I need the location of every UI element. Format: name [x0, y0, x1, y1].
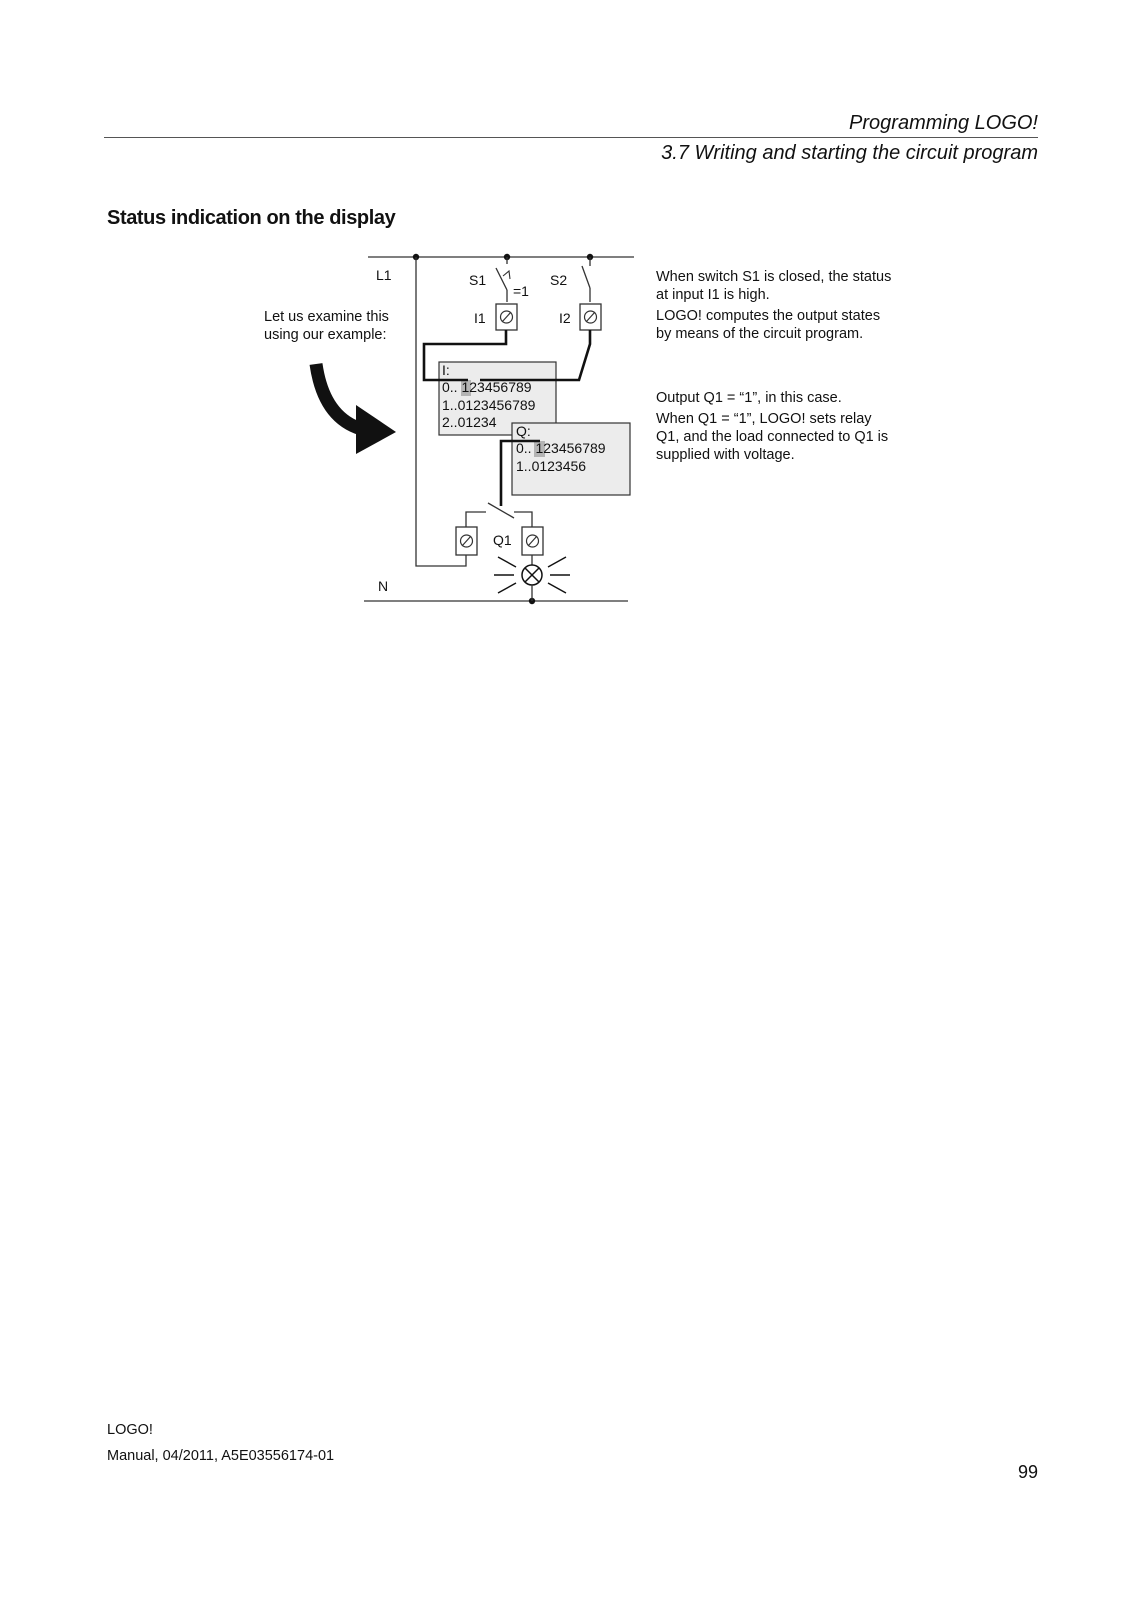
- input-display-row: 1..0123456789: [442, 397, 536, 413]
- input-display-row: 2..01234: [442, 414, 497, 430]
- output-display-title: Q:: [516, 423, 531, 439]
- input-row-prefix: 0..: [442, 379, 462, 395]
- intro-line: using our example:: [264, 327, 387, 343]
- s2-label: S2: [550, 272, 568, 288]
- output-row-highlight: 1: [535, 440, 544, 456]
- input-row-highlight: 1: [461, 379, 470, 395]
- intro-line: Let us examine this: [264, 309, 389, 325]
- i1-label: I1: [474, 310, 486, 326]
- output-row-prefix: 0..: [516, 440, 536, 456]
- eq1-label: =1: [513, 283, 529, 299]
- input-row-rest: 23456789: [469, 379, 532, 395]
- explanation-line: When switch S1 is closed, the status: [656, 269, 892, 285]
- explanation-line: When Q1 = “1”, LOGO! sets relay: [656, 411, 872, 427]
- q1-label: Q1: [493, 532, 512, 548]
- output-row-rest: 23456789: [543, 440, 606, 456]
- section-heading: Status indication on the display: [107, 207, 396, 229]
- explanation-line: by means of the circuit program.: [656, 326, 864, 342]
- explanation-text: [656, 268, 936, 464]
- l1-label: L1: [376, 267, 392, 283]
- explanation-line: Q1, and the load connected to Q1 is: [656, 429, 889, 445]
- page-number: 99: [1017, 1462, 1038, 1482]
- footer-product: LOGO!: [107, 1422, 153, 1438]
- terminal-q1-right-icon: [522, 527, 543, 555]
- footer-manual: Manual, 04/2011, A5E03556174-01: [107, 1448, 335, 1464]
- input-display-row: [442, 379, 532, 395]
- input-display-title: I:: [442, 362, 450, 378]
- output-display-row: [516, 440, 606, 456]
- terminal-i1-icon: [496, 304, 517, 330]
- header-chapter: Programming LOGO!: [849, 112, 1038, 134]
- explanation-line: at input I1 is high.: [656, 287, 770, 303]
- i2-label: I2: [559, 310, 571, 326]
- relay-contact: [466, 503, 532, 527]
- header-section: 3.7 Writing and starting the circuit program: [661, 142, 1038, 164]
- explanation-line: supplied with voltage.: [656, 447, 795, 463]
- switch-s1: [496, 257, 510, 302]
- terminal-q1-left-icon: [456, 527, 477, 555]
- curved-arrow-icon: [316, 364, 396, 454]
- output-display-row: 1..0123456: [516, 458, 587, 474]
- explanation-line: Output Q1 = “1”, in this case.: [656, 390, 842, 406]
- s1-label: S1: [469, 272, 487, 288]
- explanation-line: LOGO! computes the output states: [656, 308, 881, 324]
- switch-s2: [582, 257, 590, 302]
- terminal-i2-icon: [580, 304, 601, 330]
- n-label: N: [378, 578, 389, 594]
